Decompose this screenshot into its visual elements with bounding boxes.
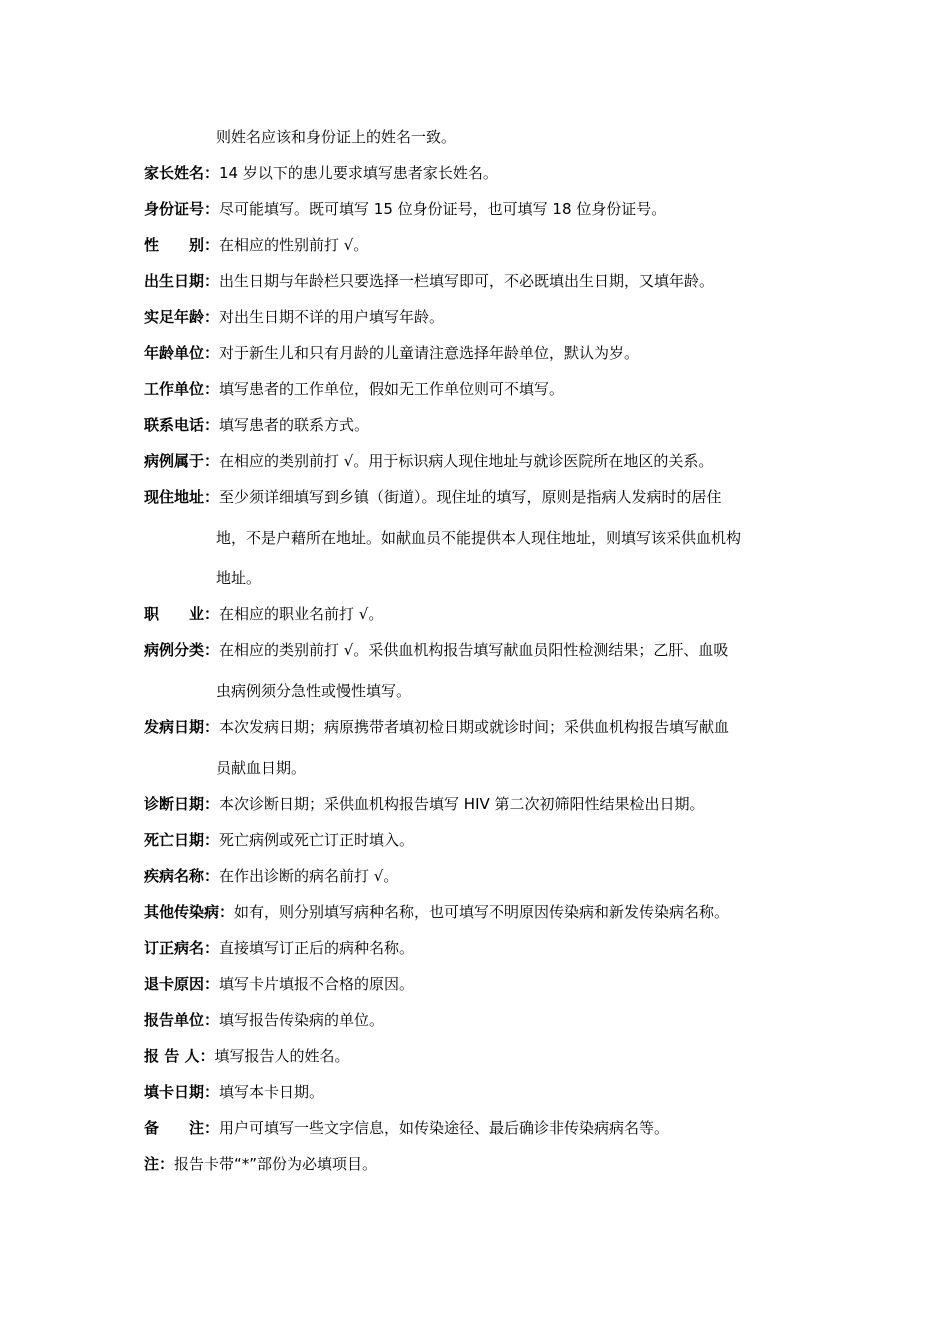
entry-text: 用户可填写一些文字信息，如传染途径、最后确诊非传染病病名等。 (219, 1119, 670, 1137)
entry-label: 发病日期： (144, 718, 220, 736)
entry-label: 出生日期： (144, 272, 220, 290)
entry-label: 家长姓名： (144, 164, 220, 182)
entry-current-address-cont (216, 528, 741, 548)
entry-text: 填写患者的工作单位，假如无工作单位则可不填写。 (219, 380, 565, 398)
entry-text: 虫病例须分急性或慢性填写。 (216, 682, 412, 700)
entry-label: 备 注： (144, 1119, 220, 1137)
entry-text: 地址。 (216, 569, 262, 587)
entry-text: 14 岁以下的患儿要求填写患者家长姓名。 (219, 164, 498, 182)
entry-current-address-cont (216, 568, 261, 588)
entry-label: 诊断日期： (144, 795, 220, 813)
entry-text: 在相应的职业名前打 √。 (219, 605, 384, 623)
entry-text: 员献血日期。 (216, 759, 307, 777)
entry-gender (144, 235, 368, 255)
entry-label: 退卡原因： (144, 975, 220, 993)
entry-case-category-cont (216, 681, 411, 701)
entry-reporter (144, 1046, 349, 1066)
entry-return-reason (144, 974, 414, 994)
entry-text: 出生日期与年龄栏只要选择一栏填写即可，不必既填出生日期，又填年龄。 (219, 272, 715, 290)
entry-label: 报 告 人： (144, 1047, 215, 1065)
entry-disease-name (144, 866, 398, 886)
entry-label: 病例属于： (144, 452, 220, 470)
entry-label: 现住地址： (144, 488, 220, 506)
entry-label: 工作单位： (144, 380, 220, 398)
entry-text: 本次诊断日期；采供血机构报告填写 HIV 第二次初筛阳性结果检出日期。 (219, 795, 705, 813)
entry-text: 报告卡带“*”部份为必填项目。 (174, 1155, 378, 1173)
entry-text: 填写卡片填报不合格的原因。 (219, 975, 415, 993)
entry-corrected-disease (144, 938, 414, 958)
entry-occupation (144, 604, 383, 624)
entry-label: 职 业： (144, 605, 220, 623)
entry-text: 对出生日期不详的用户填写年龄。 (219, 308, 445, 326)
entry-text: 填写报告人的姓名。 (214, 1047, 350, 1065)
entry-label: 订正病名： (144, 939, 220, 957)
entry-text: 在相应的类别前打 √。采供血机构报告填写献血员阳性检测结果；乙肝、血吸 (219, 641, 729, 659)
entry-current-address (144, 487, 722, 507)
entry-diagnosis-date (144, 794, 705, 814)
entry-age-unit (144, 343, 639, 363)
entry-label: 填卡日期： (144, 1083, 220, 1101)
entry-parent-name (144, 163, 498, 183)
entry-remarks (144, 1118, 669, 1138)
entry-workplace (144, 379, 564, 399)
entry-text: 则姓名应该和身份证上的姓名一致。 (216, 128, 457, 146)
entry-reporting-unit (144, 1010, 384, 1030)
entry-text: 在相应的类别前打 √。用于标识病人现住地址与就诊医院所在地区的关系。 (219, 452, 714, 470)
entry-text: 在相应的性别前打 √。 (219, 236, 369, 254)
entry-text: 直接填写订正后的病种名称。 (219, 939, 415, 957)
entry-label: 病例分类： (144, 641, 220, 659)
entry-id-number (144, 199, 666, 219)
entry-case-belongs (144, 451, 713, 471)
entry-text: 尽可能填写。既可填写 15 位身份证号，也可填写 18 位身份证号。 (219, 200, 667, 218)
entry-label: 报告单位： (144, 1011, 220, 1029)
entry-age (144, 307, 444, 327)
entry-label: 注： (144, 1155, 175, 1173)
entry-label: 身份证号： (144, 200, 220, 218)
entry-text: 填写报告传染病的单位。 (219, 1011, 385, 1029)
entry-label: 性 别： (144, 236, 220, 254)
entry-text: 对于新生儿和只有月龄的儿童请注意选择年龄单位，默认为岁。 (219, 344, 640, 362)
entry-other-infectious (144, 902, 729, 922)
entry-label: 死亡日期： (144, 831, 220, 849)
entry-label: 联系电话： (144, 416, 220, 434)
entry-phone (144, 415, 369, 435)
entry-text: 在作出诊断的病名前打 √。 (219, 867, 399, 885)
entry-label: 实足年龄： (144, 308, 220, 326)
entry-text: 至少须详细填写到乡镇（街道）。现住址的填写，原则是指病人发病时的居住 (219, 488, 722, 506)
entry-label: 年龄单位： (144, 344, 220, 362)
entry-text: 填写本卡日期。 (219, 1083, 325, 1101)
footnote (144, 1154, 377, 1174)
entry-text: 死亡病例或死亡订正时填入。 (219, 831, 415, 849)
name-note-line (216, 127, 456, 147)
entry-case-category (144, 640, 728, 660)
entry-death-date (144, 830, 414, 850)
entry-onset-date (144, 717, 729, 737)
entry-text: 如有，则分别填写病种名称，也可填写不明原因传染病和新发传染病名称。 (234, 903, 730, 921)
entry-text: 填写患者的联系方式。 (219, 416, 370, 434)
entry-birth-date (144, 271, 714, 291)
entry-fill-date (144, 1082, 324, 1102)
entry-label: 疾病名称： (144, 867, 220, 885)
entry-text: 地，不是户藉所在地址。如献血员不能提供本人现住地址，则填写该采供血机构 (216, 529, 742, 547)
entry-onset-date-cont (216, 758, 306, 778)
entry-text: 本次发病日期；病原携带者填初检日期或就诊时间；采供血机构报告填写献血 (219, 718, 730, 736)
entry-label: 其他传染病： (144, 903, 235, 921)
